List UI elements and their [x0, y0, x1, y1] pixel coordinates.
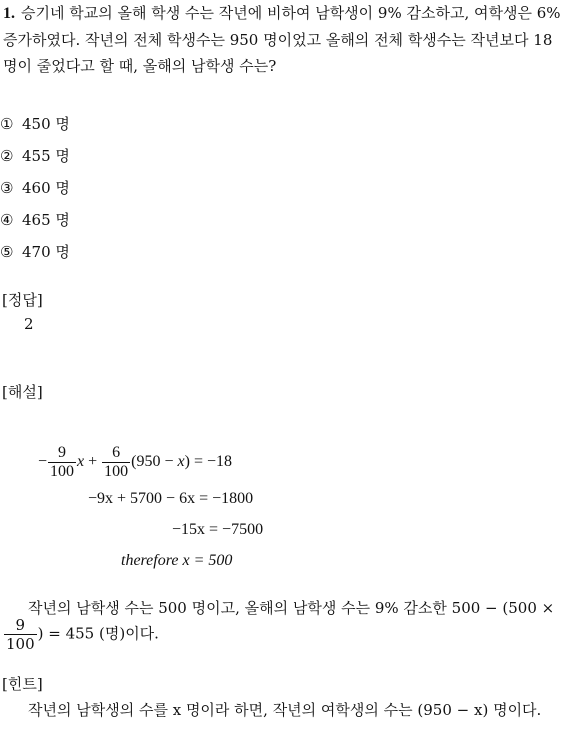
fraction-6-100	[102, 444, 130, 481]
eq-var: x	[77, 453, 85, 471]
option-mark: ①	[0, 115, 14, 133]
hint-text: 작년의 남학생의 수를 x 명이라 하면, 작년의 여학생의 수는 (950 − x) 명이다.	[28, 701, 542, 719]
frac-num: 9	[4, 616, 37, 635]
option-2[interactable]	[0, 145, 70, 166]
answer-label: [정답]	[2, 291, 43, 309]
equation-1	[38, 444, 232, 481]
frac-num: 9	[48, 444, 76, 463]
option-text: 455 명	[22, 147, 70, 165]
frac-den: 100	[50, 463, 75, 480]
equation-3: −15x = −7500	[172, 521, 264, 538]
fraction-9-100-solution	[4, 616, 37, 653]
option-4[interactable]	[0, 209, 70, 230]
solution-suffix: ) = 455 (명)이다.	[37, 624, 159, 643]
option-mark: ②	[0, 147, 14, 165]
option-text: 450 명	[22, 115, 70, 133]
frac-den: 100	[104, 463, 129, 480]
equation-4: therefore x = 500	[121, 552, 233, 569]
frac-den: 100	[6, 635, 35, 653]
question-block	[3, 0, 569, 79]
solution-line-2	[3, 616, 159, 653]
option-text: 470 명	[22, 243, 70, 261]
equation-2: −9x + 5700 − 6x = −1800	[88, 490, 254, 507]
answer-value: 2	[24, 315, 34, 333]
eq-minus: −	[38, 453, 48, 471]
option-mark: ③	[0, 179, 14, 197]
eq-rest: (950 −	[131, 453, 178, 471]
option-1[interactable]	[0, 113, 70, 134]
frac-num: 6	[102, 444, 130, 463]
fraction-9-100	[48, 444, 76, 481]
option-mark: ⑤	[0, 243, 14, 261]
question-number: 1.	[3, 5, 15, 22]
option-5[interactable]	[0, 241, 70, 262]
option-text: 465 명	[22, 211, 70, 229]
option-mark: ④	[0, 211, 14, 229]
explanation-label: [해설]	[2, 383, 43, 401]
eq-plus: +	[84, 453, 102, 471]
option-3[interactable]	[0, 177, 70, 198]
question-text: 승기네 학교의 올해 학생 수는 작년에 비하여 남학생이 9% 감소하고, 여학생은 6% 증가하였다. 작년의 전체 학생수는 950 명이었고 올해의 전체 학생수는 작년보다 18 명이 줄었다고 할 때, 올해의 남학생 수는?	[3, 4, 561, 75]
eq-close: ) = −18	[184, 453, 233, 471]
option-text: 460 명	[22, 179, 70, 197]
hint-label: [힌트]	[2, 675, 43, 693]
solution-line-1: 작년의 남학생 수는 500 명이고, 올해의 남학생 수는 9% 감소한 500 − (500 ×	[28, 599, 555, 617]
eq-var: x	[177, 453, 185, 471]
